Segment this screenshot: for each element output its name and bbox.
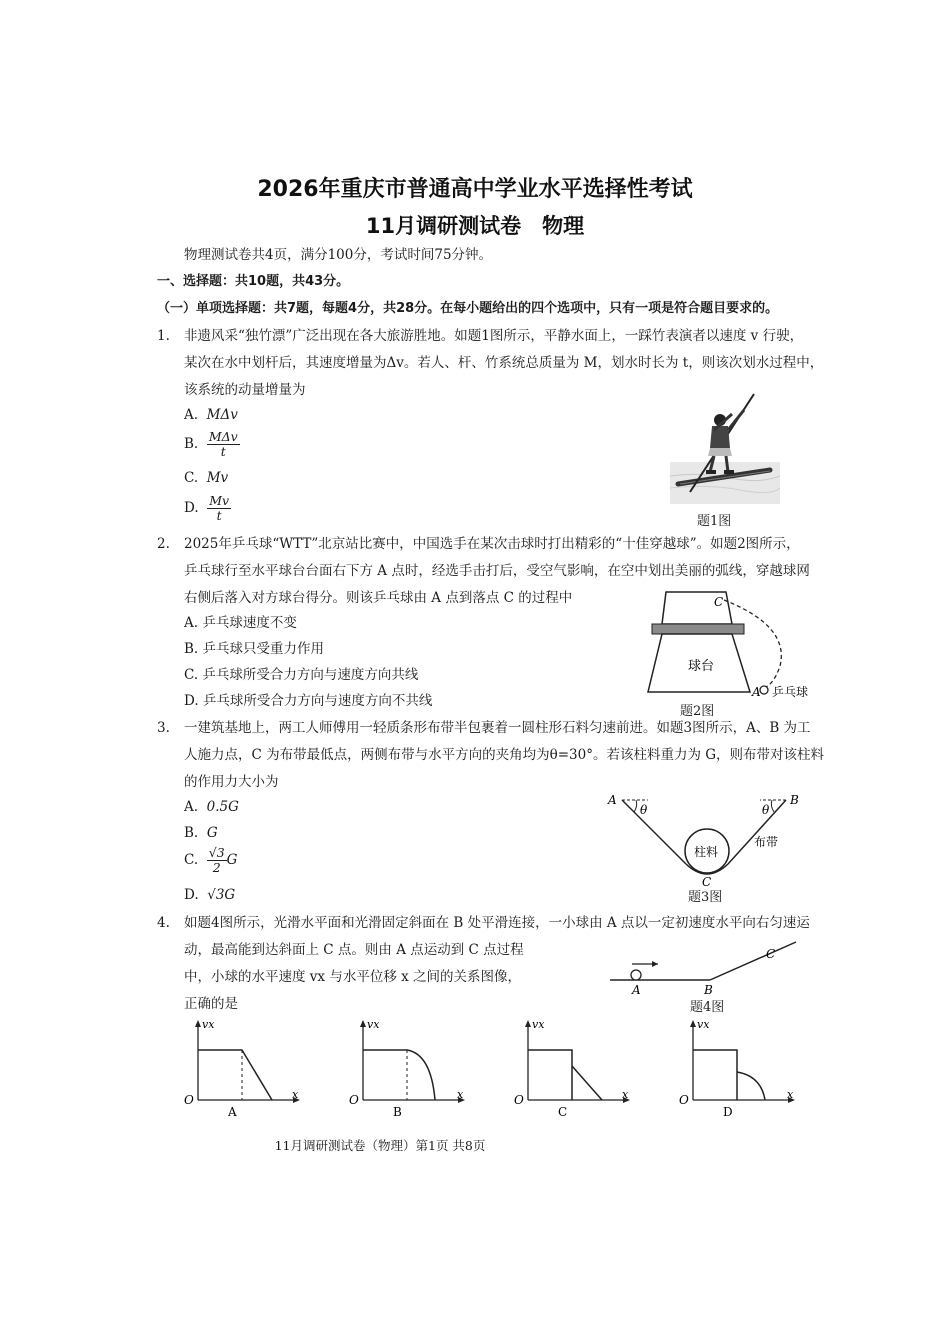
ping-pong-ball: [760, 686, 768, 694]
band-label: 布带: [754, 835, 779, 849]
exam-subtitle: 11月调研测试卷 物理: [365, 214, 585, 238]
band-right: [728, 800, 786, 864]
q1-option-a[interactable]: [184, 406, 238, 424]
q4-graph-b[interactable]: [343, 1016, 473, 1120]
option-label: C.: [184, 470, 199, 486]
q3-number: 3.: [157, 720, 170, 736]
x-axis-label: x: [457, 1088, 464, 1101]
q2-figure-table: [640, 586, 830, 702]
page-footer: 11月调研测试卷（物理）第1页 共8页: [274, 1138, 486, 1153]
theta-right-label: θ: [762, 803, 770, 817]
q3-option-a[interactable]: [184, 798, 239, 816]
option-label: B.: [184, 436, 199, 452]
table-net: [652, 624, 744, 634]
q4-text-line: 如题4图所示，光滑水平面和光滑固定斜面在 B 处平滑连接，一小球由 A 点以一定初速度水平向右匀速运: [184, 915, 810, 931]
q2-option-d[interactable]: D. 乒乓球所受合力方向与速度方向不共线: [184, 693, 433, 709]
option-label: D.: [184, 500, 199, 516]
q2-text-line: 2025年乒乓球“WTT”北京站比赛中，中国选手在某次击球时打出精彩的“十佳穿越球”。如题2图所示，: [184, 536, 800, 552]
q3-figure-caption: 题3图: [688, 890, 723, 905]
q1-option-d[interactable]: [184, 494, 231, 523]
q3-option-b[interactable]: [184, 824, 218, 842]
q2-number: 2.: [157, 536, 170, 552]
q1-text-line: 非遗风采“独竹漂”广泛出现在各大旅游胜地。如题1图所示，平静水面上，一踩竹表演者以速度 v 行驶，: [184, 328, 804, 344]
option-value: Mv: [206, 470, 229, 486]
q1-option-c[interactable]: [184, 469, 228, 487]
q3-text-line: 人施力点，C 为布带最低点，两侧布带与水平方向的夹角均为θ=30°。若该柱料重力为 G，则布带对该柱料: [184, 747, 825, 763]
q4-figure-slope: [604, 940, 804, 996]
option-label: A.: [184, 799, 199, 815]
point-b-label: B: [704, 983, 713, 996]
v-axis-label: vx: [532, 1018, 545, 1031]
graph-option-label: B: [393, 1105, 402, 1119]
fraction: [207, 430, 240, 459]
origin-label: O: [349, 1093, 359, 1107]
incline-surface: [710, 942, 796, 980]
fraction-denominator: t: [220, 444, 226, 459]
fraction-denominator: 2: [212, 860, 221, 875]
q4-graph-c[interactable]: [508, 1016, 638, 1120]
small-ball: [631, 970, 641, 980]
origin-label: O: [679, 1093, 689, 1107]
column-label: 柱料: [694, 845, 719, 859]
option-value: G: [206, 825, 218, 841]
option-value: √3G: [207, 887, 236, 903]
point-c-label: C: [714, 595, 724, 609]
point-a-label: A: [608, 793, 617, 807]
q3-option-c[interactable]: [184, 846, 237, 875]
fraction-denominator: t: [216, 508, 222, 523]
v-axis-label: vx: [697, 1018, 710, 1031]
exam-title: 2026年重庆市普通高中学业水平选择性考试: [257, 177, 693, 202]
q1-figure-rafter: [670, 392, 780, 504]
origin-label: O: [514, 1093, 524, 1107]
section-subheading: （一）单项选择题：共7题，每题4分，共28分。在每小题给出的四个选项中，只有一项是符合题目要求的。: [157, 301, 779, 316]
q3-text-line: 一建筑基地上，两工人师傅用一轻质条形布带半包裹着一圆柱形石料匀速前进。如题3图所示，A、B 为工: [184, 720, 811, 736]
ball-label: 乒乓球: [772, 685, 809, 699]
v-axis-label: vx: [202, 1018, 215, 1031]
option-label: C.: [184, 852, 199, 868]
q4-figure-caption: 题4图: [690, 1000, 725, 1015]
q1-number: 1.: [157, 328, 170, 344]
section-heading: 一、选择题：共10题，共43分。: [157, 274, 350, 289]
point-b-label: B: [790, 793, 799, 807]
q2-option-b[interactable]: B. 乒乓球只受重力作用: [184, 641, 325, 657]
q1-option-b[interactable]: [184, 430, 240, 459]
point-a-label: A: [632, 983, 641, 996]
graph-option-label: C: [558, 1105, 568, 1119]
option-suffix: G: [226, 852, 238, 868]
q2-option-c[interactable]: C. 乒乓球所受合力方向与速度方向共线: [184, 667, 419, 683]
x-axis-label: x: [787, 1088, 794, 1101]
option-label: A.: [184, 407, 199, 423]
q4-number: 4.: [157, 915, 170, 931]
theta-left-label: θ: [640, 803, 648, 817]
fraction-numerator: √3: [208, 845, 225, 860]
q4-text-line: 中，小球的水平速度 vx 与水平位移 x 之间的关系图像，: [184, 969, 522, 985]
q4-graph-d[interactable]: [673, 1016, 803, 1120]
option-value: MΔv: [206, 407, 238, 423]
v-axis-label: vx: [367, 1018, 380, 1031]
x-axis-label: x: [292, 1088, 299, 1101]
fraction: [207, 846, 227, 875]
ball-trajectory: [724, 600, 781, 688]
q1-text-line: 该系统的动量增量为: [184, 382, 306, 398]
point-a-label: A: [752, 685, 761, 699]
fraction-numerator: Mv: [209, 493, 230, 508]
fraction: [207, 494, 231, 523]
q4-text-line: 动，最高能到达斜面上 C 点。则由 A 点运动到 C 点过程: [184, 942, 524, 958]
q2-text-line: 乒乓球行至水平球台台面右下方 A 点时，经选手击打后，受空气影响，在空中划出美丽的弧线，穿越球网: [184, 563, 810, 579]
option-value: 0.5G: [206, 799, 239, 815]
q3-figure-column: [600, 788, 810, 888]
graph-option-label: A: [228, 1105, 237, 1119]
q4-graph-a[interactable]: [178, 1016, 308, 1120]
graph-option-label: D: [723, 1105, 733, 1119]
q1-figure-caption: 题1图: [697, 514, 732, 529]
q2-figure-caption: 题2图: [680, 704, 715, 719]
option-label: B.: [184, 825, 199, 841]
x-axis-label: x: [622, 1088, 629, 1101]
q4-text-line: 正确的是: [184, 996, 238, 1012]
table-label: 球台: [688, 659, 715, 674]
q1-text-line: 某次在水中划杆后，其速度增量为Δv。若人、杆、竹系统总质量为 M，划水时长为 t，则该次划水过程中，: [184, 355, 824, 371]
option-label: D.: [184, 887, 199, 903]
band-left: [622, 800, 686, 864]
point-c-label: C: [702, 875, 712, 888]
q3-option-d[interactable]: [184, 886, 235, 904]
origin-label: O: [184, 1093, 194, 1107]
point-c-label: C: [766, 947, 776, 961]
fraction-numerator: MΔv: [208, 429, 238, 444]
q3-text-line: 的作用力大小为: [184, 774, 279, 790]
q2-option-a[interactable]: A. 乒乓球速度不变: [184, 615, 297, 631]
exam-intro: 物理测试卷共4页，满分100分，考试时间75分钟。: [184, 247, 493, 263]
q2-text-line: 右侧后落入对方球台得分。则该乒乓球由 A 点到落点 C 的过程中: [184, 590, 573, 606]
